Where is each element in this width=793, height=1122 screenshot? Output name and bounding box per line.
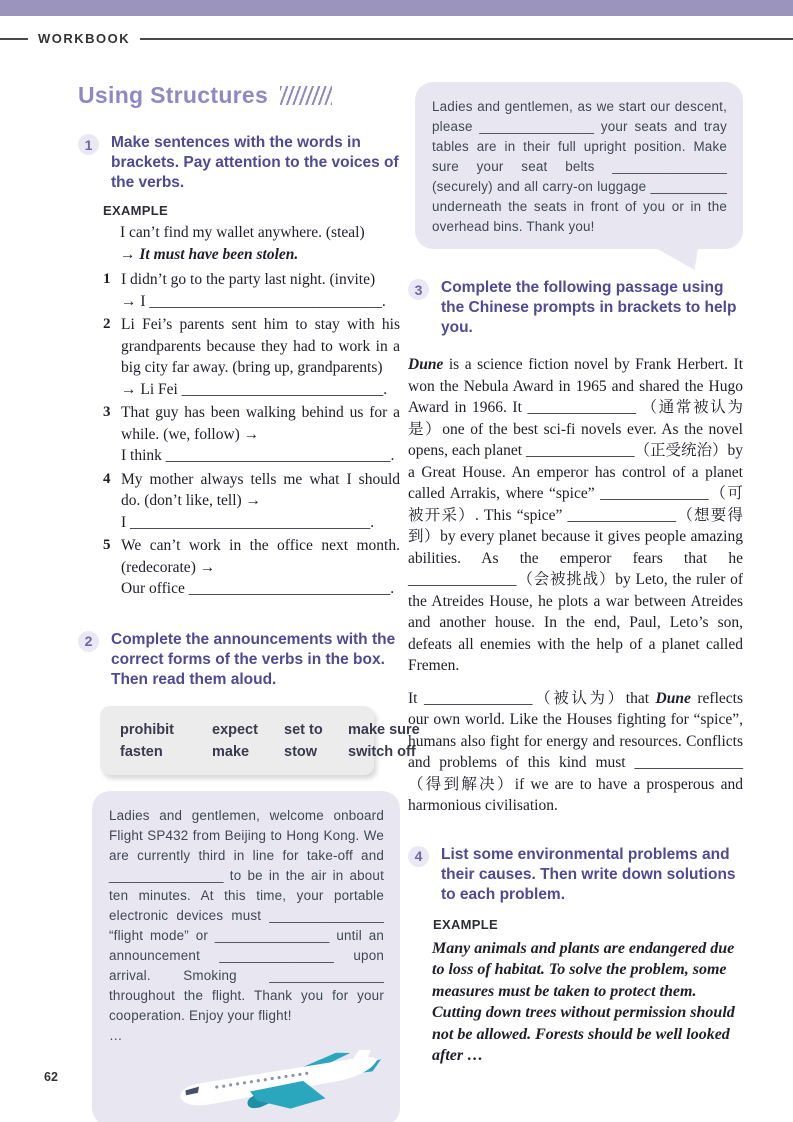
exercise-item [103,269,400,312]
item-number: 2 [103,316,111,332]
right-column [408,82,743,1067]
announcement-text: Ladies and gentlemen, welcome onboard Flight SP432 from Beijing to Hong Kong. We are currently third in line for take-off and _______________ to be in the air in about ten minutes. At this time, your portable electronic devices must _______________ “flight mode” or _______________ until an announcement _______________ upon arrival. Smoking _______________ throughout the flight. Thank you for your cooperation. Enjoy your flight! [109,807,384,1023]
exercise-2-heading: Complete the announcements with the correct forms of the verbs in the box. Then read them aloud. [111,630,396,688]
exercise-3-number-badge: 3 [408,279,429,300]
item-number: 3 [103,404,111,420]
exercise-1-number-badge: 1 [78,134,99,155]
exercise-4-header [408,845,743,905]
item-answer-line: I think _____________________________. [121,447,395,464]
item-answer-line: → I ______________________________. [121,292,386,310]
announcement-bubble-descent [415,82,743,249]
item-number: 5 [103,537,111,553]
exercise-3-heading: Complete the following passage using the Chinese prompts in brackets to help you. [441,279,737,336]
page-header [0,31,793,46]
item-line: I didn’t go to the party last night. (invite) [121,271,376,288]
top-accent-bar [0,0,793,16]
page-title: Using Structures [78,82,269,108]
exercise-4-heading: List some environmental problems and their causes. Then write down solutions to each problem. [441,845,736,903]
item-answer-line: Our office __________________________. [121,580,395,597]
item-body [121,469,400,534]
item-body [121,402,400,467]
verb-word: prohibit [120,721,174,738]
verb-word: set to [284,721,323,738]
example-line: I can’t find my wallet anywhere. (steal) [120,224,365,241]
header-rule-right [140,38,793,40]
exercise-4-number-badge: 4 [408,846,429,867]
announcement-ellipsis: … [109,1027,123,1043]
exercise-1-heading: Make sentences with the words in brackets. Pay attention to the voices of the verbs. [111,134,399,191]
item-line: We can’t work in the office next month. (redecorate) → [121,537,400,576]
verb-box [100,706,420,775]
exercise-item [103,314,400,400]
item-answer-line: → Li Fei __________________________. [121,380,388,398]
verb-word: switch off [348,743,416,760]
airplane-icon [171,1050,386,1112]
exercise-1-items [103,269,400,600]
title-hatch-decoration [280,86,332,105]
exercise-1-header [78,133,400,193]
item-body [121,314,400,400]
passage-paragraph-1: Dune is a science fiction novel by Frank Herbert. It won the Nebula Award in 1965 and shared the Hugo Award in 1966. It ______________ （通常被认为是）one of the best sci-fi novels ever. As the novel opens, each planet ______________（正受统治）by a Great House. An emperor has control of a planet called Arrakis, where “spice” ______________（可被开采）. This “spice” ______________（想要得到）by every planet because it gives people amazing abilities. As the emperor fears that he ______________（会被挑战）by Leto, the ruler of the Atreides House, he plots a war between Atreides and another house. In the end, Paul, Leto’s son, defeats all enemies with the help of a planet called Fremen. [408,356,743,674]
announcement-text: Ladies and gentlemen, as we start our descent, please _______________ your seats and tray tables are in their full upright position. Make sure your seat belts _______________ (securely) and all carry-on luggage __________ underneath the seats in front of you or in the overhead bins. Thank you! [432,99,727,234]
exercise-4-example-label: EXAMPLE [433,916,498,932]
item-line: My mother always tells me what I should do. (don’t like, tell) → [121,470,400,509]
title-row [78,82,400,109]
exercise-3-header [408,278,743,338]
exercise-1-example-label: EXAMPLE [103,203,168,218]
verb-word: fasten [120,743,163,760]
exercise-4-example: Many animals and plants are endangered due to loss of habitat. To solve the problem, some measures must be taken to protect them. Cutting down trees without permission should not be allowed. Forests should be well looked after … [432,939,735,1064]
item-answer-line: I _______________________________. [121,513,375,531]
passage-paragraph-2: It ______________（被认为）that Dune reflects our own world. Like the Houses fighting for “spice”, humans also fight for energy and resources. Conflicts and problems of this kind must ______________（得到解决）if we are to have a prosperous and harmonious civilisation. [408,689,743,814]
item-line: Li Fei’s parents sent him to stay with his grandparents because they had to work in a big city far away. (bring up, grandparents) [121,316,400,376]
verb-word: make [212,743,250,760]
left-column [78,82,420,1122]
exercise-item [103,535,400,600]
airplane-illustration-wrap [109,1050,386,1112]
announcement-bubble-takeoff [92,791,400,1122]
item-body [121,269,400,312]
verb-word: expect [212,721,258,738]
header-rule-left [0,38,28,40]
item-line: That guy has been walking behind us for a while. (we, follow) → [121,404,400,443]
item-body [121,535,400,600]
item-number: 4 [103,470,111,487]
exercise-item [103,402,400,467]
verb-box-row [120,741,416,763]
page-number: 62 [44,1070,58,1084]
exercise-1-example [120,222,400,265]
item-number: 1 [103,271,111,287]
verb-box-row [120,719,420,741]
example-line: → It must have been stolen. [120,245,299,263]
exercise-item [103,469,400,534]
exercise-2-header [78,630,400,690]
verb-word: make sure [348,721,420,738]
bubble-tail [656,248,698,270]
workbook-label: WORKBOOK [38,31,131,46]
exercise-2-number-badge: 2 [78,631,99,652]
verb-word: stow [284,743,318,760]
